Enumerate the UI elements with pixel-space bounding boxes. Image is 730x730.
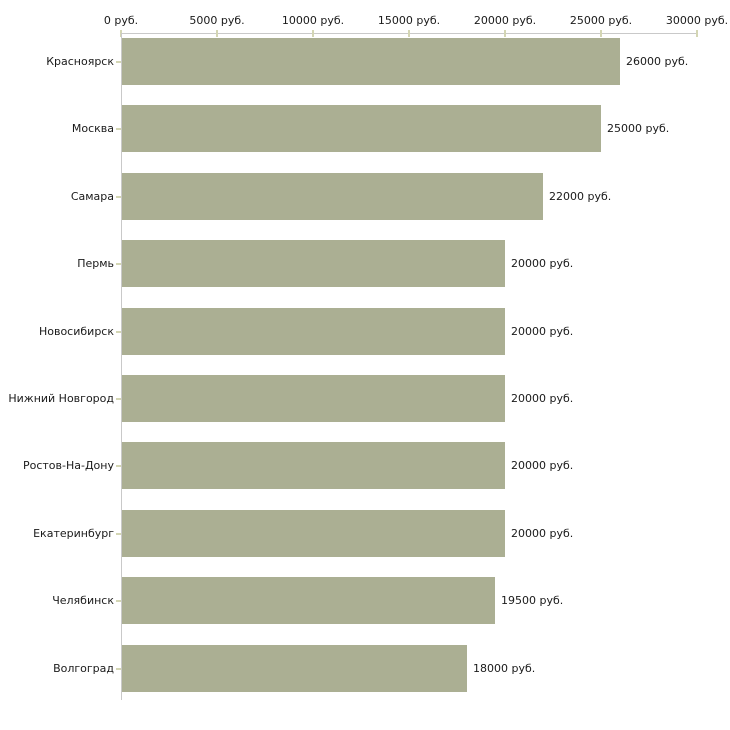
category-tick-mark [116,465,121,467]
category-label: Пермь [77,257,114,270]
x-axis-tick-label: 15000 руб. [377,14,441,27]
x-axis-tick-mark [504,30,506,37]
category-tick-mark [116,600,121,602]
value-label: 20000 руб. [511,257,574,270]
value-label: 18000 руб. [473,662,536,675]
category-label: Нижний Новгород [8,392,114,405]
x-axis-tick-label: 25000 руб. [569,14,633,27]
category-label: Самара [70,190,114,203]
bar [122,645,467,692]
category-label: Ростов-На-Дону [22,459,114,472]
value-label: 25000 руб. [607,122,670,135]
bar [122,308,505,355]
bar [122,510,505,557]
x-axis-tick-mark [696,30,698,37]
x-axis-tick-label: 30000 руб. [665,14,729,27]
value-label: 26000 руб. [626,55,689,68]
category-tick-mark [116,196,121,198]
bar [122,105,601,152]
value-label: 20000 руб. [511,392,574,405]
category-tick-mark [116,533,121,535]
bar [122,375,505,422]
category-tick-mark [116,128,121,130]
value-label: 19500 руб. [501,594,564,607]
category-tick-mark [116,331,121,333]
category-label: Волгоград [53,662,114,675]
x-axis-tick-label: 0 руб. [103,14,139,27]
bar [122,38,620,85]
bar [122,442,505,489]
category-label: Новосибирск [38,325,114,338]
category-tick-mark [116,398,121,400]
bar [122,577,495,624]
value-label: 22000 руб. [549,190,612,203]
x-axis-tick-label: 5000 руб. [189,14,245,27]
value-label: 20000 руб. [511,527,574,540]
x-axis-tick-mark [312,30,314,37]
x-axis-tick-label: 10000 руб. [281,14,345,27]
category-tick-mark [116,263,121,265]
category-label: Москва [71,122,114,135]
category-label: Красноярск [46,55,114,68]
category-tick-mark [116,61,121,63]
category-label: Челябинск [52,594,114,607]
value-label: 20000 руб. [511,459,574,472]
category-tick-mark [116,668,121,670]
x-axis-tick-mark [216,30,218,37]
bar [122,173,543,220]
bar [122,240,505,287]
value-label: 20000 руб. [511,325,574,338]
x-axis-tick-mark [408,30,410,37]
x-axis-tick-label: 20000 руб. [473,14,537,27]
x-axis-tick-mark [600,30,602,37]
category-label: Екатеринбург [33,527,114,540]
